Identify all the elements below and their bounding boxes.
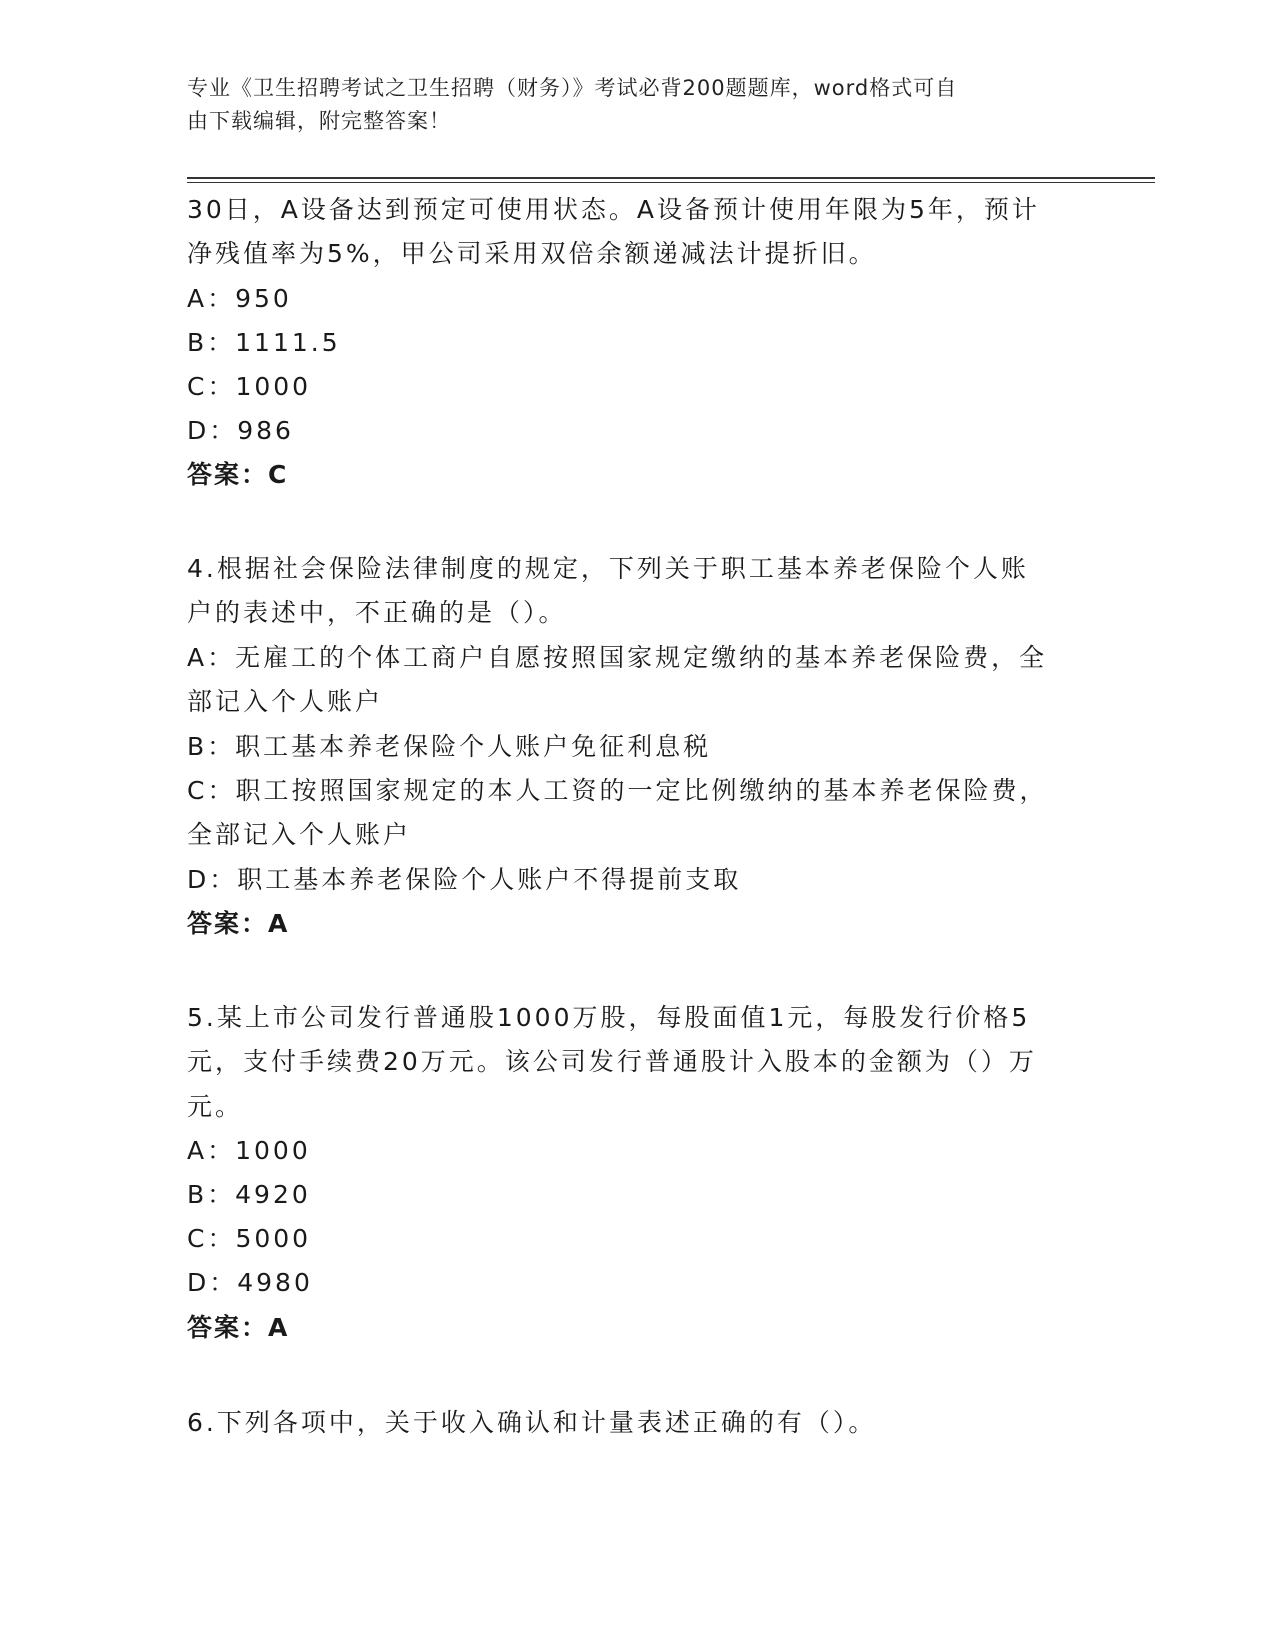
- option-b: B：职工基本养老保险个人账户免征利息税: [187, 732, 712, 761]
- question-stem-line: 5.某上市公司发行普通股1000万股，每股面值1元，每股发行价格5: [187, 1003, 1031, 1032]
- option-a: A：1000: [187, 1136, 311, 1165]
- option-d: D：986: [187, 416, 294, 445]
- document-header: [187, 72, 1067, 138]
- option-a: A：无雇工的个体工商户自愿按照国家规定缴纳的基本养老保险费，全: [187, 643, 1048, 672]
- question-stem-line: 户的表述中，不正确的是（）。: [187, 598, 567, 627]
- option-c: C：5000: [187, 1224, 312, 1253]
- question-stem-line: 净残值率为5%，甲公司采用双倍余额递减法计提折旧。: [187, 239, 877, 268]
- option-c-continued: 全部记入个人账户: [187, 820, 412, 849]
- question-stem-line: 4.根据社会保险法律制度的规定，下列关于职工基本养老保险个人账: [187, 554, 1029, 583]
- option-d: D：4980: [187, 1268, 313, 1297]
- question-stem-line: 30日，A设备达到预定可使用状态。A设备预计使用年限为5年，预计: [187, 195, 1040, 224]
- option-a-continued: 部记入个人账户: [187, 687, 384, 716]
- header-title-line-1: 专业《卫生招聘考试之卫生招聘（财务）》考试必背200题题库，word格式可自: [187, 76, 958, 100]
- option-d: D：职工基本养老保险个人账户不得提前支取: [187, 865, 742, 894]
- header-title-line-2: 由下载编辑，附完整答案！: [187, 109, 451, 133]
- question-stem-line: 元。: [187, 1092, 244, 1121]
- option-a: A：950: [187, 284, 292, 313]
- header-divider-thin: [187, 182, 1155, 183]
- answer-label: 答案：C: [187, 460, 289, 489]
- header-divider-thick: [187, 177, 1155, 179]
- answer-label: 答案：A: [187, 1313, 290, 1342]
- question-stem-line: 元，支付手续费20万元。该公司发行普通股计入股本的金额为（）万: [187, 1047, 1037, 1076]
- option-c: C：职工按照国家规定的本人工资的一定比例缴纳的基本养老保险费，: [187, 776, 1048, 805]
- option-b: B：1111.5: [187, 328, 341, 357]
- answer-label: 答案：A: [187, 909, 290, 938]
- option-b: B：4920: [187, 1180, 311, 1209]
- option-c: C：1000: [187, 372, 312, 401]
- question-stem-line: 6.下列各项中，关于收入确认和计量表述正确的有（）。: [187, 1408, 877, 1437]
